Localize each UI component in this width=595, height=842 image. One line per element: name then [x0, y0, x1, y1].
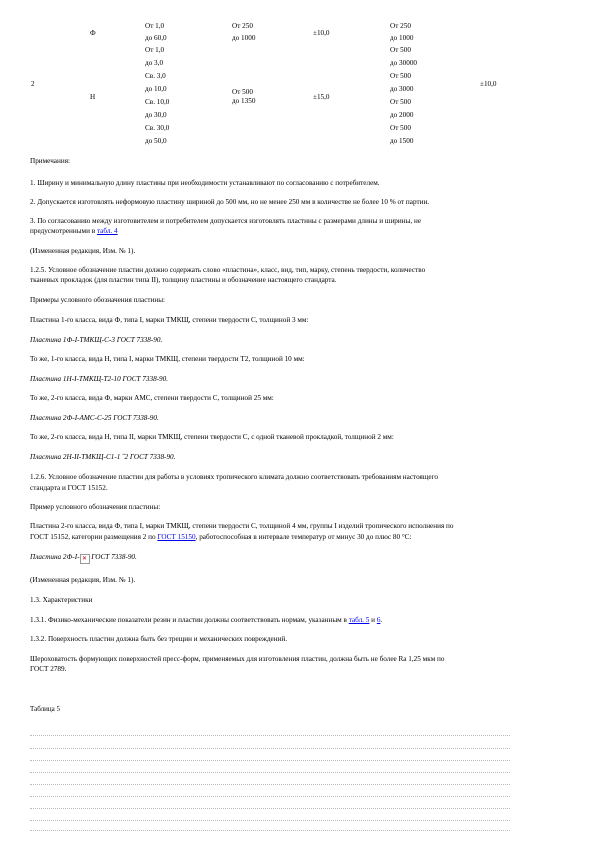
- table-5-caption: Таблица 5: [30, 705, 60, 713]
- cell: до 1350: [232, 97, 256, 105]
- note-2: 2. Допускается изготовлять неформовую пластину шириной до 500 мм, но не менее 250 мм в количестве не более 10 % от партии.: [30, 198, 430, 206]
- tolerance-cell: ±15,0: [313, 93, 330, 101]
- text: ГОСТ 7338-90.: [89, 553, 137, 561]
- cell: Св. 30,0: [145, 124, 170, 132]
- cell: Св. 3,0: [145, 72, 166, 80]
- cell: От 500: [390, 98, 411, 106]
- cell: до 50,0: [145, 137, 167, 145]
- gost-15150-link[interactable]: ГОСТ 15150: [157, 533, 196, 541]
- cell: до 1500: [390, 137, 414, 145]
- para-1-2-5-line-1: 1.2.5. Условное обозначение пластин должно содержать слово «пластина», класс, вид, тип, марку, степень твердости, количество: [30, 266, 426, 274]
- cell: до 2000: [390, 111, 414, 119]
- cell: От 500: [390, 46, 411, 54]
- cell: до 3000: [390, 85, 414, 93]
- text: .: [380, 616, 383, 624]
- example-tropical-code: [30, 553, 137, 564]
- text: ГОСТ 15152, категории размещения 2 по: [30, 533, 156, 541]
- cell: От 1,0: [145, 46, 165, 54]
- table-5-link[interactable]: табл. 5: [348, 616, 370, 624]
- text: Пластина 2Ф-I-: [30, 553, 80, 561]
- example-tropical-line-1: Пластина 2-го класса, вида Ф, типа I, марки ТМКЩ, степени твердости С, толщиной 4 мм, группы I изделий тропического исполнения по: [30, 522, 454, 530]
- cell: От 250: [232, 22, 253, 30]
- cell: От 1,0: [145, 22, 165, 30]
- example-3-code: Пластина 2Ф-I-АМС-С-25 ГОСТ 7338-90.: [30, 414, 159, 422]
- cell: От 250: [390, 22, 411, 30]
- examples-heading: Примеры условного обозначения пластины:: [30, 296, 166, 304]
- type-n-symbol: Н: [90, 93, 96, 101]
- cell: От 500: [390, 72, 411, 80]
- cell: до 1000: [232, 34, 256, 42]
- tolerance-cell: ±10,0: [480, 80, 497, 88]
- note-3-cont: [30, 227, 118, 236]
- para-1-2-6-line-1: 1.2.6. Условное обозначение пластин для работы в условиях тропического климата должно соответствовать требованиям настоящего: [30, 473, 438, 481]
- tolerance-cell: ±10,0: [313, 29, 330, 37]
- example-1: Пластина 1-го класса, вида Ф, типа I, марки ТМКЩ, степени твердости С, толщиной 3 мм:: [30, 316, 309, 324]
- para-1-2-6-line-2: стандарта и ГОСТ 15152.: [30, 484, 108, 492]
- amendment-note-2: (Измененная редакция, Изм. № 1).: [30, 576, 136, 584]
- para-1-2-5-line-2: тканевых прокладок (для пластин типа II), толщину пластины и обозначение настоящего стандарта.: [30, 276, 337, 284]
- example-tropical-line-2: [30, 533, 412, 542]
- table-4-link[interactable]: табл. 4: [96, 227, 118, 235]
- example-1-code: Пластина 1Ф-I-ТМКЩ-С-3 ГОСТ 7338-90.: [30, 336, 163, 344]
- broken-image-icon: ✕: [80, 554, 90, 564]
- type-phi-symbol: Ф: [90, 29, 96, 37]
- cell: до 30,0: [145, 111, 167, 119]
- cell: до 60,0: [145, 34, 167, 42]
- cell: Св. 10,0: [145, 98, 170, 106]
- example-2-code: Пластина 1Н-I-ТМКЩ-Т2-10 ГОСТ 7338-90.: [30, 375, 169, 383]
- table-6-link[interactable]: 6: [376, 616, 381, 624]
- text: и: [369, 616, 377, 624]
- para-1-3-1: [30, 616, 382, 625]
- note-1: 1. Ширину и минимальную длину пластины при необходимости устанавливают по согласованию с потребителем.: [30, 179, 380, 187]
- table-row-number: 2: [31, 80, 35, 88]
- section-1-3-heading: 1.3. Характеристики: [30, 596, 93, 604]
- cell: От 500: [390, 124, 411, 132]
- notes-heading: Примечания:: [30, 157, 70, 165]
- amendment-note: (Измененная редакция, Изм. № 1).: [30, 247, 136, 255]
- example-2: То же, 1-го класса, вида Н, типа I, марки ТМКЩ, степени твердости Т2, толщиной 10 мм:: [30, 355, 305, 363]
- text: 1.3.1. Физико-механические показатели резин и пластин должны соответствовать нормам, указанным в: [30, 616, 347, 624]
- text: , работоспособная в интервале температур от минус 30 до плюс 80 °С:: [195, 533, 412, 541]
- cell: до 10,0: [145, 85, 167, 93]
- cell: до 30000: [390, 59, 418, 67]
- cell: до 3,0: [145, 59, 164, 67]
- example-3: То же, 2-го класса, вида Ф, марки АМС, степени твердости С, толщиной 25 мм:: [30, 394, 274, 402]
- text: предусмотренными в: [30, 227, 96, 235]
- example-4-code: Пластина 2Н-II-ТМКЩ-С1-1 ˝2 ГОСТ 7338-90.: [30, 453, 176, 461]
- roughness-line-2: ГОСТ 2789.: [30, 665, 67, 673]
- roughness-line-1: Шероховатость формующих поверхностей пресс-форм, применяемых для изготовления пластин, должна быть не более Ra 1,25 мкм по: [30, 655, 445, 663]
- para-1-3-2: 1.3.2. Поверхность пластин должна быть без трещин и механических повреждений.: [30, 635, 288, 643]
- example-4: То же, 2-го класса, вида Н, типа II, марки ТМКЩ, степени твердости С, с одной тканевой прокладкой, толщиной 2 мм:: [30, 433, 394, 441]
- cell: до 1000: [390, 34, 414, 42]
- cell: От 500: [232, 88, 253, 96]
- note-3: 3. По согласованию между изготовителем и потребителем допускается изготовлять пластины с размерами длины и ширины, не: [30, 217, 422, 225]
- example-heading: Пример условного обозначения пластины:: [30, 503, 161, 511]
